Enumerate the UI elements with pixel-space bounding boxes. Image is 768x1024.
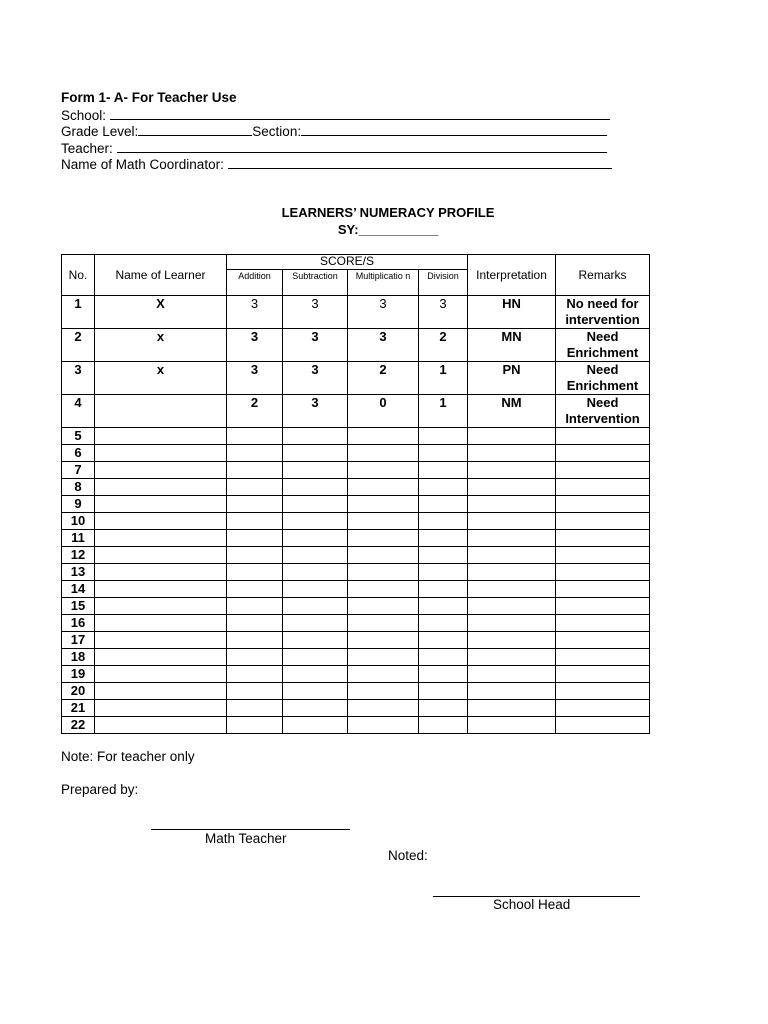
division-score: 2 [419,329,468,362]
school-head-label: School Head [493,897,571,912]
school-field: School: [61,107,610,124]
empty-cell [419,547,468,564]
empty-cell [95,530,227,547]
empty-cell [227,530,283,547]
empty-cell [95,649,227,666]
row-no: 11 [62,530,95,547]
empty-cell [556,547,650,564]
empty-cell [227,564,283,581]
empty-cell [227,717,283,734]
remarks: Need Enrichment [556,362,650,395]
row-no: 3 [62,362,95,395]
empty-cell [556,683,650,700]
teacher-field: Teacher: [61,140,607,157]
empty-cell [227,462,283,479]
addition-score: 3 [227,362,283,395]
empty-cell [468,428,556,445]
empty-cell [348,479,419,496]
row-no: 5 [62,428,95,445]
interpretation: MN [468,329,556,362]
row-no: 17 [62,632,95,649]
empty-cell [419,496,468,513]
row-no: 21 [62,700,95,717]
empty-cell [348,717,419,734]
empty-cell [419,615,468,632]
empty-cell [468,581,556,598]
coordinator-field: Name of Math Coordinator: [61,156,612,173]
empty-cell [227,615,283,632]
empty-cell [283,462,348,479]
empty-cell [556,700,650,717]
remarks: Need Enrichment [556,329,650,362]
table-row [62,717,650,734]
empty-cell [419,445,468,462]
noted-label: Noted: [388,848,428,863]
empty-cell [419,683,468,700]
header-name: Name of Learner [95,255,227,296]
subtraction-score: 3 [283,395,348,428]
empty-cell [556,649,650,666]
empty-cell [468,666,556,683]
empty-cell [348,615,419,632]
empty-cell [348,649,419,666]
addition-score: 3 [227,329,283,362]
division-score: 1 [419,395,468,428]
empty-cell [419,581,468,598]
empty-cell [468,513,556,530]
table-row [62,445,650,462]
empty-cell [348,632,419,649]
header-division: Division [419,270,468,296]
row-no: 19 [62,666,95,683]
empty-cell [348,445,419,462]
subtraction-score: 3 [283,296,348,329]
row-no: 1 [62,296,95,329]
empty-cell [556,666,650,683]
empty-cell [419,666,468,683]
empty-cell [556,479,650,496]
empty-cell [283,564,348,581]
empty-cell [419,462,468,479]
empty-cell [283,717,348,734]
table-row [62,296,650,329]
table-row [62,479,650,496]
empty-cell [468,649,556,666]
empty-cell [227,445,283,462]
table-row [62,700,650,717]
empty-cell [419,717,468,734]
empty-cell [283,598,348,615]
table-row [62,581,650,598]
row-no: 18 [62,649,95,666]
empty-cell [348,547,419,564]
empty-cell [95,564,227,581]
row-no: 6 [62,445,95,462]
empty-cell [468,632,556,649]
row-no: 2 [62,329,95,362]
multiplication-score: 3 [348,329,419,362]
empty-cell [556,513,650,530]
remarks: Need Intervention [556,395,650,428]
row-no: 20 [62,683,95,700]
remarks: No need for intervention [556,296,650,329]
row-no: 22 [62,717,95,734]
empty-cell [283,632,348,649]
empty-cell [348,581,419,598]
empty-cell [419,428,468,445]
multiplication-score: 3 [348,296,419,329]
learner-name: X [95,296,227,329]
empty-cell [227,666,283,683]
empty-cell [227,683,283,700]
table-row [62,362,650,395]
empty-cell [95,615,227,632]
prepared-by-label: Prepared by: [61,782,139,797]
empty-cell [468,547,556,564]
row-no: 8 [62,479,95,496]
empty-cell [556,530,650,547]
empty-cell [95,513,227,530]
empty-cell [283,666,348,683]
empty-cell [419,564,468,581]
note-text: Note: For teacher only [61,749,195,764]
empty-cell [348,530,419,547]
empty-cell [227,479,283,496]
header-multiplication: Multiplicatio n [348,270,419,296]
header-no: No. [62,255,95,296]
empty-cell [95,632,227,649]
table-row [62,649,650,666]
empty-cell [95,428,227,445]
empty-cell [468,598,556,615]
empty-cell [283,581,348,598]
empty-cell [283,428,348,445]
empty-cell [95,462,227,479]
table-row [62,530,650,547]
division-score: 1 [419,362,468,395]
addition-score: 2 [227,395,283,428]
header-addition: Addition [227,270,283,296]
math-teacher-label: Math Teacher [205,831,287,846]
empty-cell [227,581,283,598]
empty-cell [556,717,650,734]
table-row [62,329,650,362]
learner-name [95,395,227,428]
learner-name: x [95,329,227,362]
header-remarks: Remarks [556,255,650,296]
table-row [62,564,650,581]
empty-cell [227,513,283,530]
empty-cell [95,598,227,615]
empty-cell [556,462,650,479]
empty-cell [556,564,650,581]
empty-cell [283,513,348,530]
empty-cell [348,496,419,513]
table-row [62,615,650,632]
row-no: 9 [62,496,95,513]
empty-cell [227,700,283,717]
empty-cell [556,496,650,513]
empty-cell [556,598,650,615]
empty-cell [348,564,419,581]
empty-cell [348,666,419,683]
empty-cell [95,581,227,598]
table-row [62,683,650,700]
empty-cell [348,683,419,700]
empty-cell [227,632,283,649]
empty-cell [419,479,468,496]
interpretation: NM [468,395,556,428]
empty-cell [556,615,650,632]
empty-cell [468,615,556,632]
empty-cell [227,428,283,445]
form-heading: Form 1- A- For Teacher Use [61,90,237,105]
empty-cell [468,445,556,462]
empty-cell [95,445,227,462]
empty-cell [419,649,468,666]
subtraction-score: 3 [283,329,348,362]
table-row [62,496,650,513]
empty-cell [468,496,556,513]
interpretation: PN [468,362,556,395]
empty-cell [556,445,650,462]
empty-cell [283,547,348,564]
empty-cell [227,598,283,615]
empty-cell [556,428,650,445]
row-no: 7 [62,462,95,479]
empty-cell [468,479,556,496]
row-no: 12 [62,547,95,564]
empty-cell [95,496,227,513]
empty-cell [468,717,556,734]
empty-cell [348,462,419,479]
empty-cell [283,479,348,496]
empty-cell [419,598,468,615]
empty-cell [227,547,283,564]
empty-cell [348,598,419,615]
row-no: 13 [62,564,95,581]
table-row [62,428,650,445]
empty-cell [419,513,468,530]
empty-cell [283,615,348,632]
empty-cell [468,683,556,700]
school-year-field: SY:___________ [337,222,439,237]
grade-section-field: Grade Level: Section: [61,123,607,140]
empty-cell [468,462,556,479]
empty-cell [556,581,650,598]
row-no: 16 [62,615,95,632]
row-no: 14 [62,581,95,598]
empty-cell [227,649,283,666]
empty-cell [283,496,348,513]
empty-cell [95,717,227,734]
empty-cell [95,479,227,496]
empty-cell [283,530,348,547]
empty-cell [283,683,348,700]
multiplication-score: 2 [348,362,419,395]
empty-cell [95,547,227,564]
addition-score: 3 [227,296,283,329]
interpretation: HN [468,296,556,329]
page-title: LEARNERS’ NUMERACY PROFILE [281,205,495,220]
table-row [62,666,650,683]
empty-cell [348,700,419,717]
empty-cell [95,683,227,700]
row-no: 4 [62,395,95,428]
empty-cell [556,632,650,649]
table-row [62,598,650,615]
subtraction-score: 3 [283,362,348,395]
math-teacher-signature-line [151,829,350,830]
empty-cell [468,700,556,717]
empty-cell [95,666,227,683]
row-no: 10 [62,513,95,530]
empty-cell [283,649,348,666]
division-score: 3 [419,296,468,329]
row-no: 15 [62,598,95,615]
empty-cell [95,700,227,717]
empty-cell [348,513,419,530]
table-row [62,547,650,564]
multiplication-score: 0 [348,395,419,428]
empty-cell [283,445,348,462]
empty-cell [348,428,419,445]
header-scores: SCORE/S [227,255,468,270]
learner-name: x [95,362,227,395]
empty-cell [419,530,468,547]
numeracy-profile-table [61,254,650,734]
empty-cell [468,564,556,581]
table-row [62,513,650,530]
empty-cell [468,530,556,547]
table-row [62,632,650,649]
table-row [62,395,650,428]
header-subtraction: Subtraction [283,270,348,296]
empty-cell [419,700,468,717]
empty-cell [227,496,283,513]
table-row [62,462,650,479]
header-interpretation: Interpretation [468,255,556,296]
empty-cell [419,632,468,649]
empty-cell [283,700,348,717]
